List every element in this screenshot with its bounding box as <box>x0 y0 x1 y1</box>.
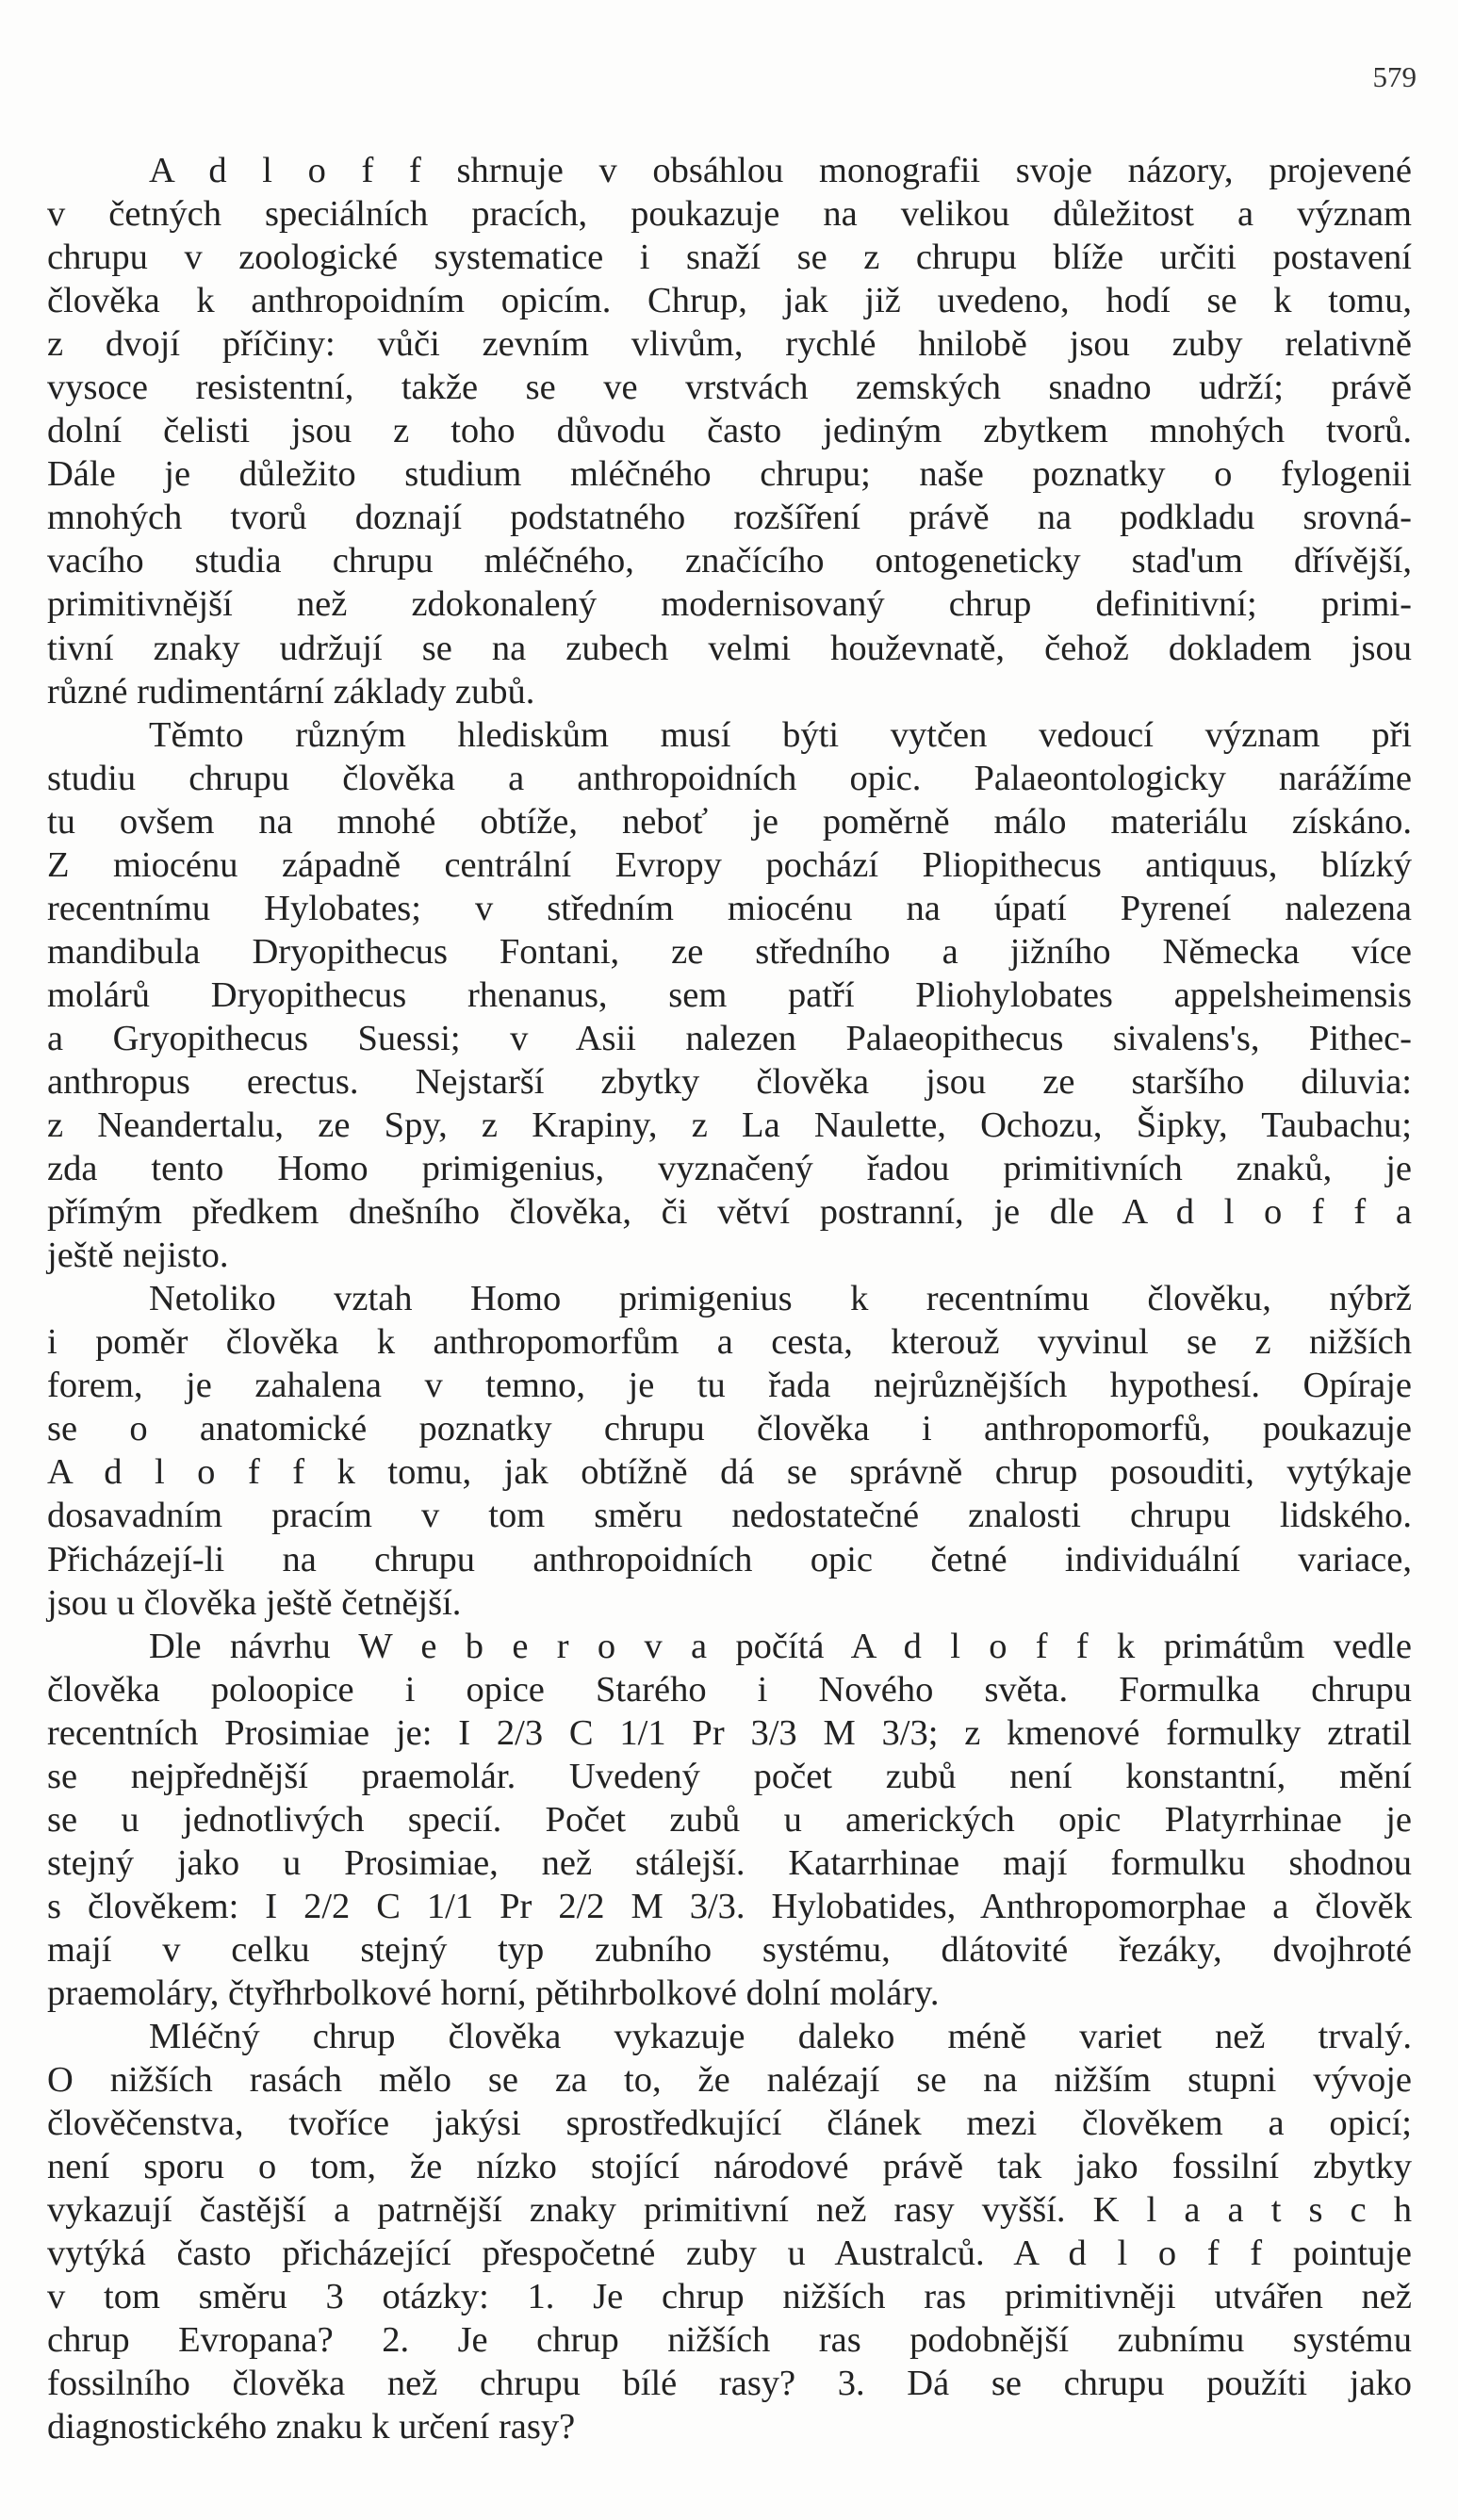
text-line: zda tento Homo primigenius, vyznačený řadou primitivních znaků, je <box>47 1149 1412 1189</box>
text-line: se o anatomické poznatky chrupu člověka i anthropomorfů, poukazuje <box>47 1409 1412 1449</box>
text-line: vykazují častější a patrnější znaky primitivní než rasy vyšší. K l a a t s c h <box>47 2190 1412 2231</box>
text-line: chrup Evropana? 2. Je chrup nižších ras podobnější zubnímu systému <box>47 2320 1412 2361</box>
text-line: z Neandertalu, ze Spy, z Krapiny, z La Naulette, Ochozu, Šipky, Taubachu; <box>47 1105 1412 1146</box>
text-line: O nižších rasách mělo se za to, že nalézají se na nižším stupni vývoje <box>47 2060 1412 2101</box>
text-line: dosavadním pracím v tom směru nedostatečné znalosti chrupu lidského. <box>47 1496 1412 1536</box>
text-line: a Gryopithecus Suessi; v Asii nalezen Palaeopithecus sivalens's, Pithec- <box>47 1018 1412 1058</box>
text-line: člověčenstva, tvoříce jakýsi sprostředkující článek mezi člověkem a opicí; <box>47 2103 1412 2144</box>
page-number: 579 <box>1372 60 1417 93</box>
text-line: anthropus erectus. Nejstarší zbytky člověka jsou ze staršího diluvia: <box>47 1061 1412 1102</box>
text-line: vytýká často přicházející přespočetné zuby u Australců. A d l o f f pointuje <box>47 2234 1412 2274</box>
paragraph-3 <box>47 1277 1412 1624</box>
text-line: v četných speciálních pracích, poukazuje na velikou důležitost a význam <box>47 194 1412 235</box>
text-line: recentnímu Hylobates; v středním miocénu na úpatí Pyreneí nalezena <box>47 888 1412 928</box>
paragraph-4 <box>47 1625 1412 2015</box>
text-line: forem, je zahalena v temno, je tu řada nejrůznějších hypothesí. Opíraje <box>47 1366 1412 1406</box>
text-line: tu ovšem na mnohé obtíže, neboť je poměrně málo materiálu získáno. <box>47 801 1412 842</box>
text-line: Těmto různým hlediskům musí býti vytčen vedoucí význam při <box>149 714 1412 755</box>
body-text <box>47 149 1412 2448</box>
text-line: přímým předkem dnešního člověka, či větví postranní, je dle A d l o f f a <box>47 1192 1412 1233</box>
text-line: primitivnější než zdokonalený modernisovaný chrup definitivní; primi- <box>47 584 1412 625</box>
paragraph-1 <box>47 149 1412 713</box>
text-line: Z miocénu západně centrální Evropy pochází Pliopithecus antiquus, blízký <box>47 844 1412 885</box>
text-line: Netoliko vztah Homo primigenius k recentnímu člověku, nýbrž <box>149 1279 1412 1319</box>
text-line: v tom směru 3 otázky: 1. Je chrup nižších ras primitivněji utvářen než <box>47 2277 1412 2317</box>
text-line: Dále je důležito studium mléčného chrupu; naše poznatky o fylogenii <box>47 454 1412 495</box>
text-line: molárů Dryopithecus rhenanus, sem patří Pliohylobates appelsheimensis <box>47 974 1412 1015</box>
text-line: ještě nejisto. <box>47 1235 229 1276</box>
text-line: stejný jako u Prosimiae, než stálejší. Katarrhinae mají formulku shodnou <box>47 1842 1412 1883</box>
text-line: jsou u člověka ještě četnější. <box>47 1582 462 1623</box>
text-line: se u jednotlivých specií. Počet zubů u amerických opic Platyrrhinae je <box>47 1799 1412 1840</box>
text-line: člověka poloopice i opice Starého i Nového světa. Formulka chrupu <box>47 1669 1412 1710</box>
text-line: dolní čelisti jsou z toho důvodu často jediným zbytkem mnohých tvorů. <box>47 411 1412 451</box>
text-line: Přicházejí-li na chrupu anthropoidních opic četné individuální variace, <box>47 1539 1412 1579</box>
text-line: diagnostického znaku k určení rasy? <box>47 2407 576 2447</box>
text-line: chrupu v zoologické systematice i snaží se z chrupu blíže určiti postavení <box>47 237 1412 278</box>
text-line: se nejpřednější praemolár. Uvedený počet zubů není konstantní, mění <box>47 1756 1412 1796</box>
text-line: různé rudimentární základy zubů. <box>47 671 535 712</box>
text-line: tivní znaky udržují se na zubech velmi houževnatě, čehož dokladem jsou <box>47 628 1412 668</box>
text-line: fossilního člověka než chrupu bílé rasy? 3. Dá se chrupu použíti jako <box>47 2364 1412 2404</box>
text-line: vacího studia chrupu mléčného, značícího ontogeneticky stad'um dřívější, <box>47 541 1412 581</box>
paragraph-5 <box>47 2015 1412 2448</box>
text-line: s člověkem: I 2/2 C 1/1 Pr 2/2 M 3/3. Hylobatides, Anthropomorphae a člověk <box>47 1886 1412 1926</box>
text-line: mandibula Dryopithecus Fontani, ze středního a jižního Německa více <box>47 931 1412 972</box>
text-line: člověka k anthropoidním opicím. Chrup, jak již uvedeno, hodí se k tomu, <box>47 281 1412 321</box>
text-line: Mléčný chrup člověka vykazuje daleko méně variet než trvalý. <box>149 2017 1412 2057</box>
text-line: A d l o f f k tomu, jak obtížně dá se správně chrup posouditi, vytýkaje <box>47 1452 1412 1493</box>
text-line: A d l o f f shrnuje v obsáhlou monografii svoje názory, projevené <box>149 151 1412 190</box>
paragraph-2 <box>47 713 1412 1278</box>
text-line: vysoce resistentní, takže se ve vrstvách zemských snadno udrží; právě <box>47 368 1412 408</box>
text-line: mají v celku stejný typ zubního systému, dlátovité řezáky, dvojhroté <box>47 1929 1412 1970</box>
text-line: studiu chrupu člověka a anthropoidních opic. Palaeontologicky narážíme <box>47 758 1412 798</box>
text-line: i poměr člověka k anthropomorfům a cesta, kterouž vyvinul se z nižších <box>47 1322 1412 1363</box>
text-line: praemoláry, čtyřhrbolkové horní, pětihrbolkové dolní moláry. <box>47 1972 940 2013</box>
text-line: Dle návrhu W e b e r o v a počítá A d l o f f k primátům vedle <box>149 1626 1412 1666</box>
text-line: z dvojí příčiny: vůči zevním vlivům, rychlé hnilobě jsou zuby relativně <box>47 324 1412 365</box>
text-line: mnohých tvorů doznají podstatného rozšíření právě na podkladu srovná- <box>47 498 1412 538</box>
text-line: není sporu o tom, že nízko stojící národové právě tak jako fossilní zbytky <box>47 2147 1412 2187</box>
text-line: recentních Prosimiae je: I 2/3 C 1/1 Pr 3/3 M 3/3; z kmenové formulky ztratil <box>47 1712 1412 1753</box>
